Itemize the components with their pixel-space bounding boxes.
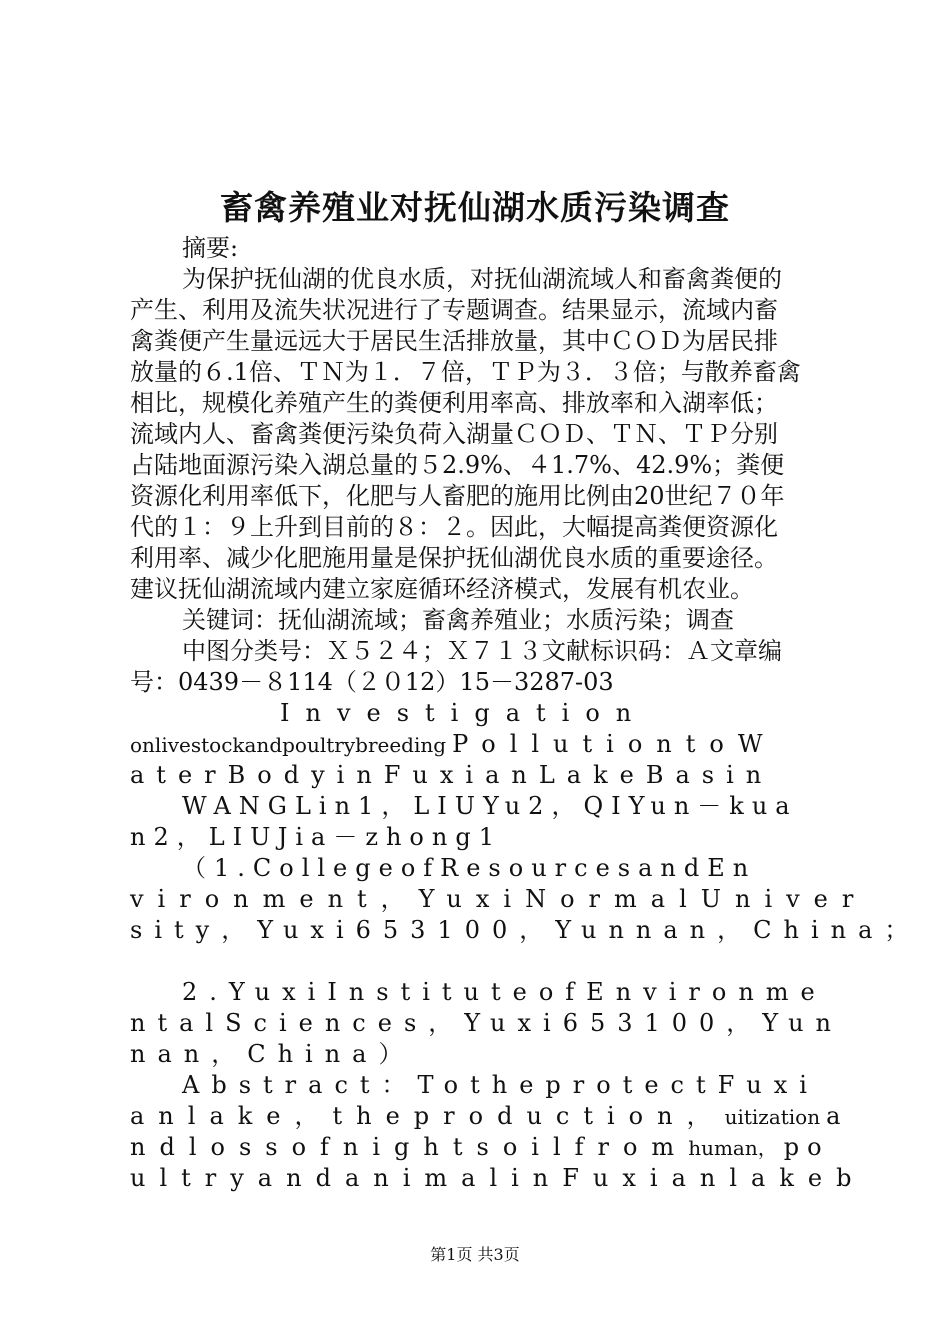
abstract-line: 利用率、减少化肥施用量是保护抚仙湖优良水质的重要途径。 — [130, 544, 778, 572]
english-title-part: PollutiontoW — [452, 730, 777, 758]
document-body — [130, 233, 921, 1194]
english-title-line — [130, 729, 830, 760]
english-abstract-part: po — [783, 1133, 830, 1161]
affiliation-line: （1.CollegeofResourcesandEn — [182, 854, 757, 882]
english-title-part: onlivestockandpoultrybreeding — [130, 733, 447, 757]
abstract-line: 流域内人、畜禽粪便污染负荷入湖量ＣＯＤ、ＴＮ、ＴＰ分别 — [130, 420, 778, 448]
classification-line: 号：0439－８114（２０12）15－3287-03 — [130, 668, 614, 696]
abstract-line: 放量的６.1倍、ＴＮ为１．７倍，ＴＰ为３．３倍；与散养畜禽 — [130, 358, 801, 386]
affiliation-line: 2.YuxiInstituteofEnvironme — [182, 978, 827, 1006]
affiliation-line: nan，China） — [130, 1040, 415, 1068]
abstract-line: 相比，规模化养殖产生的粪便利用率高、排放率和入湖率低； — [130, 389, 778, 417]
spacer — [130, 946, 830, 977]
abstract-line: 资源化利用率低下，化肥与人畜肥的施用比例由20世纪７０年 — [130, 482, 785, 510]
english-title-line: Investigation — [280, 699, 648, 727]
english-abstract-part: ndlossofnightsoilfrom — [130, 1133, 689, 1161]
abstract-line: 为保护抚仙湖的优良水质，对抚仙湖流域人和畜禽粪便的 — [182, 265, 782, 293]
authors-line: n2，LIUJia－zhong1 — [130, 823, 502, 851]
english-abstract-line: Abstract：TotheprotectFuxi — [182, 1071, 819, 1099]
english-abstract-line — [130, 1101, 841, 1132]
abstract-line: 禽粪便产生量远远大于居民生活排放量，其中ＣＯＤ为居民排 — [130, 327, 778, 355]
affiliation-line: ntalSciences，Yuxi653100，Yun — [130, 1009, 843, 1037]
abstract-line: 代的１：９上升到目前的８：２。因此，大幅提高粪便资源化 — [130, 513, 778, 541]
abstract-line: 产生、利用及流失状况进行了专题调查。结果显示，流域内畜 — [130, 296, 778, 324]
abstract-line: 占陆地面源污染入湖总量的５2.9%、４1.7%、42.9%；粪便 — [130, 451, 785, 479]
keywords: 关键词：抚仙湖流域；畜禽养殖业；水质污染；调查 — [182, 606, 734, 634]
document-title: 畜禽养殖业对抚仙湖水质污染调查 — [220, 188, 730, 227]
authors-line: WANGLin1，LIUYu2，QIYun－kua — [182, 792, 798, 820]
english-abstract-line — [130, 1132, 830, 1163]
english-abstract-part: anlake，theproduction， — [130, 1102, 725, 1130]
affiliation-line: vironment，YuxiNormalUniver — [130, 885, 868, 913]
affiliation-line: sity，Yuxi653100，Yunnan，China； — [130, 916, 921, 944]
page-footer: 第1页 共3页 — [430, 1245, 520, 1264]
english-abstract-part: uitization — [724, 1105, 821, 1129]
english-abstract-part: human， — [688, 1136, 778, 1160]
english-abstract-part: a — [826, 1102, 841, 1130]
abstract-line: 建议抚仙湖流域内建立家庭循环经济模式，发展有机农业。 — [130, 575, 754, 603]
abstract-label: 摘要: — [182, 234, 239, 262]
classification-line: 中图分类号：Ｘ５２４；Ｘ７１３文献标识码：Ａ文章编 — [182, 637, 782, 665]
english-title-line: aterBodyinFuxianLakeBasin — [130, 761, 774, 789]
english-abstract-line: ultryandanimalinFuxianlakeb — [130, 1164, 866, 1192]
